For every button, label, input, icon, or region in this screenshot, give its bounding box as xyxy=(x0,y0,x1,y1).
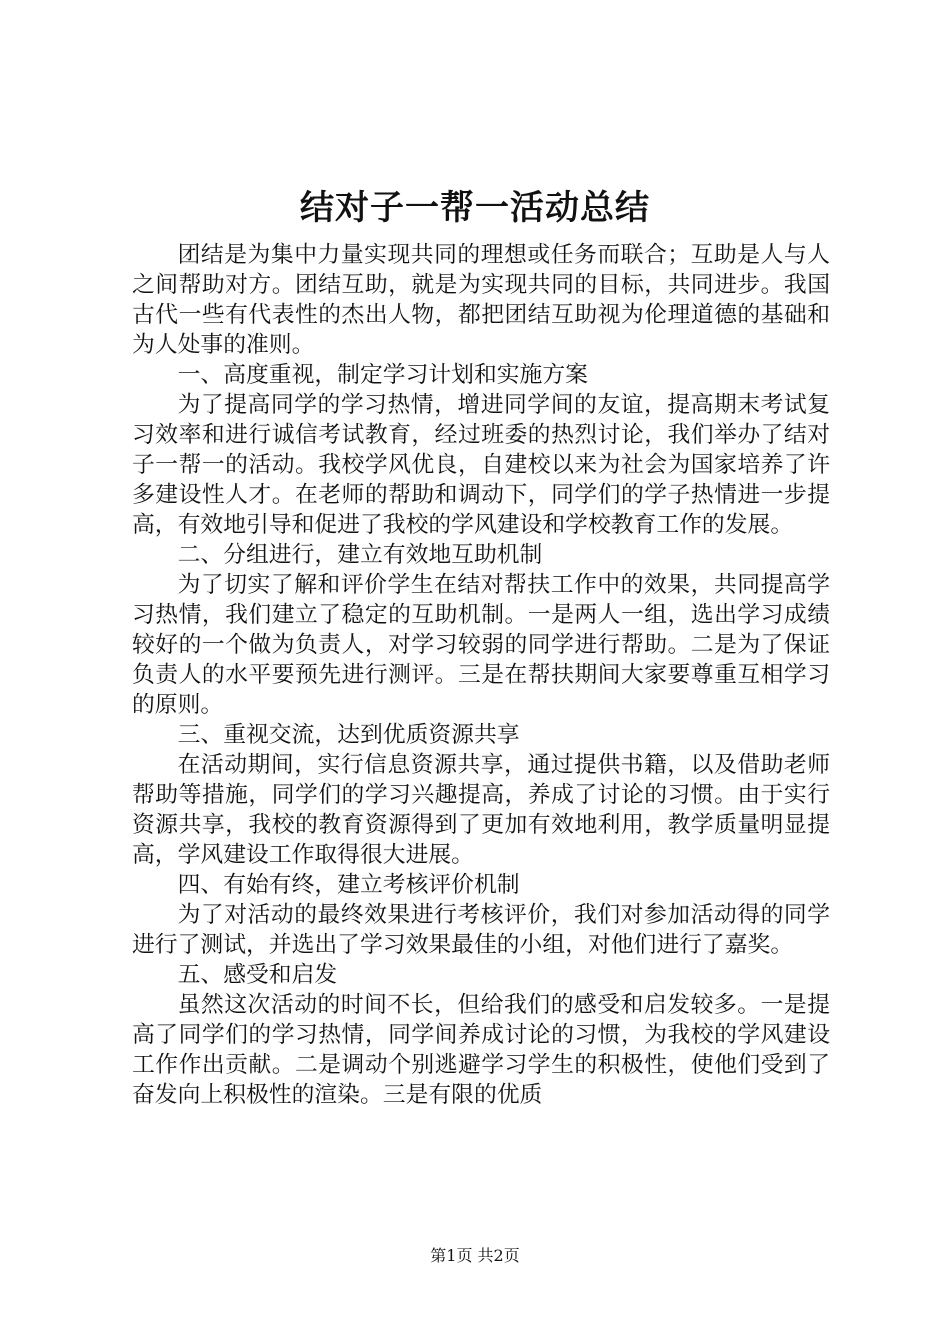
paragraph-intro: 团结是为集中力量实现共同的理想或任务而联合；互助是人与人之间帮助对方。团结互助，就是为实现共同的目标，共同进步。我国古代一些有代表性的杰出人物，都把团结互助视为伦理道德的基础和为人处事的准则。 xyxy=(132,242,830,358)
paragraph-section-5: 虽然这次活动的时间不长，但给我们的感受和启发较多。一是提高了同学们的学习热情，同学间养成讨论的习惯，为我校的学风建设工作作出贡献。二是调动个别逃避学习学生的积极性，使他们受到了奋发向上积极性的渲染。三是有限的优质 xyxy=(132,992,830,1108)
section-heading-1: 一、高度重视，制定学习计划和实施方案 xyxy=(177,362,588,388)
document-title: 结对子一帮一活动总结 xyxy=(300,188,650,228)
section-heading-4: 四、有始有终，建立考核评价机制 xyxy=(177,872,520,898)
section-heading-5: 五、感受和启发 xyxy=(177,962,338,988)
page-number: 第1页 共2页 xyxy=(430,1246,520,1265)
paragraph-section-4: 为了对活动的最终效果进行考核评价，我们对参加活动得的同学进行了测试，并选出了学习效果最佳的小组，对他们进行了嘉奖。 xyxy=(132,902,830,958)
paragraph-section-2: 为了切实了解和评价学生在结对帮扶工作中的效果，共同提高学习热情，我们建立了稳定的互助机制。一是两人一组，选出学习成绩较好的一个做为负责人，对学习较弱的同学进行帮助。二是为了保证负责人的水平要预先进行测评。三是在帮扶期间大家要尊重互相学习的原则。 xyxy=(132,572,830,718)
paragraph-section-1: 为了提高同学的学习热情，增进同学间的友谊，提高期末考试复习效率和进行诚信考试教育，经过班委的热烈讨论，我们举办了结对子一帮一的活动。我校学风优良，自建校以来为社会为国家培养了许多建设性人才。在老师的帮助和调动下，同学们的学子热情进一步提高，有效地引导和促进了我校的学风建设和学校教育工作的发展。 xyxy=(132,392,830,538)
paragraph-section-3: 在活动期间，实行信息资源共享，通过提供书籍，以及借助老师帮助等措施，同学们的学习兴趣提高，养成了讨论的习惯。由于实行资源共享，我校的教育资源得到了更加有效地利用，教学质量明显提高，学风建设工作取得很大进展。 xyxy=(132,752,830,868)
section-heading-3: 三、重视交流，达到优质资源共享 xyxy=(177,722,520,748)
section-heading-2: 二、分组进行，建立有效地互助机制 xyxy=(177,542,543,568)
document-body xyxy=(132,240,830,1110)
